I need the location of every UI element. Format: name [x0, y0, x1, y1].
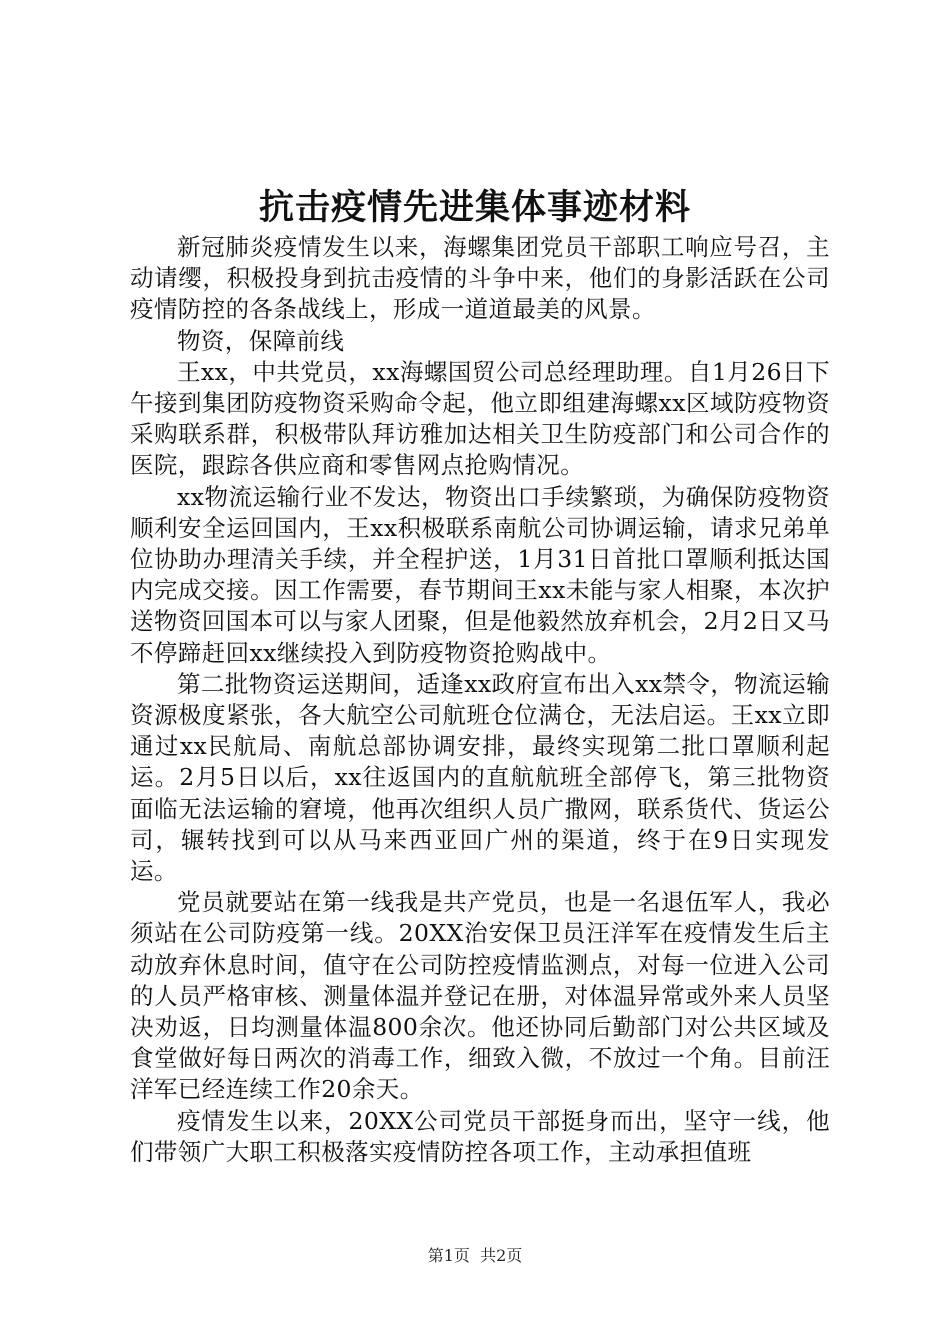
paragraph-wang-intro: 王xx，中共党员，xx海螺国贸公司总经理助理。自1月26日下午接到集团防疫物资采购命令起，他立即组建海螺xx区域防疫物资采购联系群，积极带队拜访雅加达相关卫生防疫部门和公司合作的医院，跟踪各供应商和零售网点抢购情况。: [130, 357, 830, 480]
page-footer: [0, 1245, 950, 1267]
document-title: 抗击疫情先进集体事迹材料: [258, 187, 691, 228]
paragraph-security-guard: 党员就要站在第一线我是共产党员，也是一名退伍军人，我必须站在公司防疫第一线。20XX治安保卫员汪洋军在疫情发生后主动放弃休息时间，值守在公司防控疫情监测点，对每一位进入公司的人员严格审核、测量体温并登记在册，对体温异常或外来人员坚决劝返，日均测量体温800余次。他还协同后勤部门对公共区域及食堂做好每日两次的消毒工作，细致入微，不放过一个角。目前汪洋军已经连续工作20余天。: [130, 888, 830, 1104]
paragraph-first-batch: xx物流运输行业不发达，物资出口手续繁琐，为确保防疫物资顺利安全运回国内，王xx积极联系南航公司协调运输，请求兄弟单位协助办理清关手续，并全程护送，1月31日首批口罩顺利抵达国内完成交接。因工作需要，春节期间王xx未能与家人相聚，本次护送物资回国本可以与家人团聚，但是他毅然放弃机会，2月2日又马不停蹄赶回xx继续投入到防疫物资抢购战中。: [130, 482, 830, 667]
document-body: [130, 232, 830, 1168]
paragraph-party-members: 疫情发生以来，20XX公司党员干部挺身而出，坚守一线，他们带领广大职工积极落实疫情防控各项工作，主动承担值班: [130, 1106, 830, 1166]
section-heading-supplies: 物资，保障前线: [177, 326, 345, 355]
page-number: 第1页 共2页: [427, 1246, 523, 1265]
paragraph-intro: 新冠肺炎疫情发生以来，海螺集团党员干部职工响应号召，主动请缨，积极投身到抗击疫情的斗争中来，他们的身影活跃在公司疫情防控的各条战线上，形成一道道最美的风景。: [130, 233, 830, 324]
paragraph-second-third-batch: 第二批物资运送期间，适逢xx政府宣布出入xx禁令，物流运输资源极度紧张，各大航空公司航班仓位满仓，无法启运。王xx立即通过xx民航局、南航总部协调安排，最终实现第二批口罩顺利起运。2月5日以后，xx往返国内的直航航班全部停飞，第三批物资面临无法运输的窘境，他再次组织人员广撒网，联系货代、货运公司，辗转找到可以从马来西亚回广州的渠道，终于在9日实现发运。: [130, 669, 830, 886]
